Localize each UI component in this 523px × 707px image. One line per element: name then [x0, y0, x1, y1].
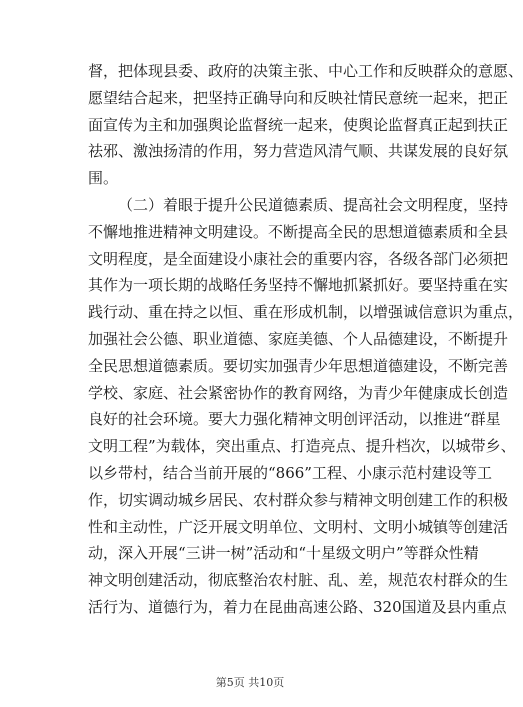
paragraph-1	[88, 58, 523, 192]
text-line: 践行动、重在持之以恒、重在形成机制，以增强诚信意识为重点，	[88, 303, 523, 322]
text-line: 以乡带村，结合当前开展的“866”工程、小康示范村建设等工	[88, 463, 492, 482]
text-line: 祛邪、激浊扬清的作用，努力营造风清气顺、共谋发展的良好氛	[88, 142, 509, 161]
text-line: 性和主动性，广泛开展文明单位、文明村、文明小城镇等创建活	[88, 517, 509, 536]
text-line: 活行为、道德行为，着力在昆曲高速公路、320国道及县内重点	[88, 597, 507, 616]
text-line: 全民思想道德素质。要切实加强青少年思想道德建设，不断完善	[88, 356, 509, 375]
text-line: 文明工程”为载体，突出重点、打造亮点、提升档次，以城带乡、	[88, 437, 516, 456]
text-line: 学校、家庭、社会紧密协作的教育网络，为青少年健康成长创造	[88, 383, 509, 402]
paragraph-2	[88, 192, 523, 621]
text-line: 动，深入开展“三讲一树”活动和“十星级文明户”等群众性精	[88, 544, 479, 563]
document-body	[88, 58, 523, 621]
text-line: 神文明创建活动，彻底整治农村脏、乱、差，规范农村群众的生	[88, 571, 509, 590]
text-line: 良好的社会环境。要大力强化精神文明创评活动，以推进“群星	[88, 410, 501, 429]
text-line: 其作为一项长期的战略任务坚持不懈地抓紧抓好。要坚持重在实	[88, 276, 509, 295]
text-line: 加强社会公德、职业道德、家庭美德、个人品德建设，不断提升	[88, 329, 509, 348]
text-line: （二）着眼于提升公民道德素质、提高社会文明程度，坚持	[118, 195, 509, 214]
text-line: 不懈地推进精神文明建设。不断提高全民的思想道德素质和全县	[88, 222, 509, 241]
page-number: 第5页 共10页	[215, 676, 285, 689]
text-line: 面宣传为主和加强舆论监督统一起来，使舆论监督真正起到扶正	[88, 115, 509, 134]
text-line: 作，切实调动城乡居民、农村群众参与精神文明创建工作的积极	[88, 490, 509, 509]
text-line: 围。	[88, 169, 119, 188]
text-line: 督，把体现县委、政府的决策主张、中心工作和反映群众的意愿、	[88, 62, 523, 80]
text-line: 愿望结合起来，把坚持正确导向和反映社情民意统一起来，把正	[88, 88, 509, 107]
text-line: 文明程度，是全面建设小康社会的重要内容，各级各部门必须把	[88, 249, 509, 268]
